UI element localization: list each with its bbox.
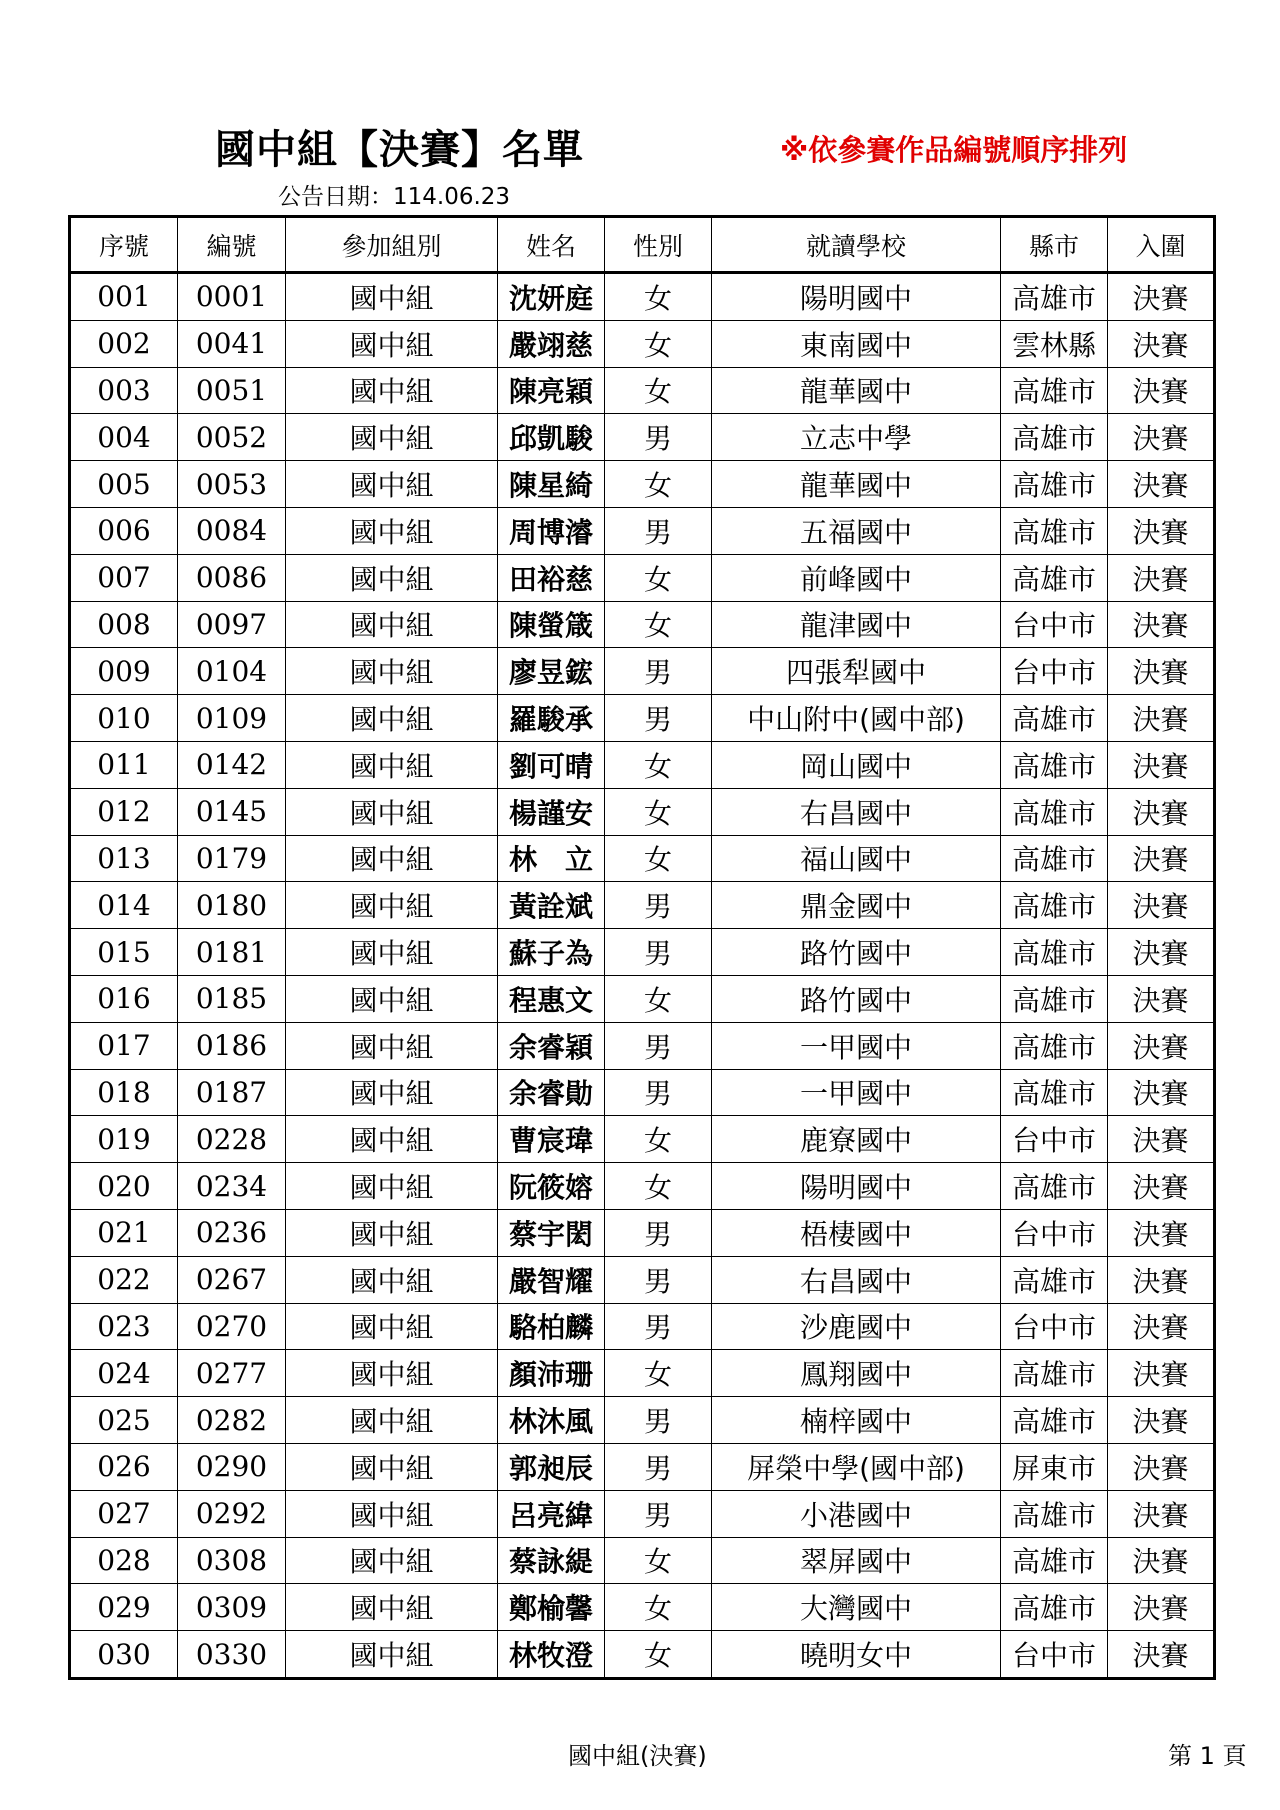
cell-school: 鹿寮國中 <box>712 1116 1001 1163</box>
cell-city: 台中市 <box>1001 1209 1108 1256</box>
cell-category: 國中組 <box>286 648 498 695</box>
cell-school: 右昌國中 <box>712 1256 1001 1303</box>
cell-school: 翠屏國中 <box>712 1537 1001 1584</box>
cell-gender: 男 <box>605 1397 712 1444</box>
cell-gender: 女 <box>605 1631 712 1679</box>
cell-seq: 001 <box>70 273 178 321</box>
cell-category: 國中組 <box>286 1397 498 1444</box>
cell-seq: 003 <box>70 367 178 414</box>
cell-gender: 男 <box>605 1303 712 1350</box>
cell-entry-id: 0001 <box>178 273 286 321</box>
cell-gender: 男 <box>605 1490 712 1537</box>
cell-school: 龍華國中 <box>712 461 1001 508</box>
cell-city: 高雄市 <box>1001 1397 1108 1444</box>
cell-gender: 女 <box>605 461 712 508</box>
cell-entry-id: 0052 <box>178 414 286 461</box>
cell-category: 國中組 <box>286 1537 498 1584</box>
cell-round: 決賽 <box>1108 414 1215 461</box>
cell-round: 決賽 <box>1108 1303 1215 1350</box>
cell-round: 決賽 <box>1108 835 1215 882</box>
table-row <box>70 1163 1215 1210</box>
table-row <box>70 741 1215 788</box>
cell-round: 決賽 <box>1108 1350 1215 1397</box>
cell-round: 決賽 <box>1108 1116 1215 1163</box>
cell-round: 決賽 <box>1108 320 1215 367</box>
cell-round: 決賽 <box>1108 1631 1215 1679</box>
cell-city: 高雄市 <box>1001 507 1108 554</box>
cell-school: 鳳翔國中 <box>712 1350 1001 1397</box>
cell-category: 國中組 <box>286 1303 498 1350</box>
cell-name: 林沐風 <box>498 1397 605 1444</box>
cell-gender: 女 <box>605 741 712 788</box>
table-row <box>70 554 1215 601</box>
cell-city: 高雄市 <box>1001 1256 1108 1303</box>
cell-gender: 女 <box>605 320 712 367</box>
cell-name: 程惠文 <box>498 975 605 1022</box>
cell-round: 決賽 <box>1108 507 1215 554</box>
cell-city: 高雄市 <box>1001 1537 1108 1584</box>
column-header-school: 就讀學校 <box>712 217 1001 273</box>
table-row <box>70 1069 1215 1116</box>
cell-entry-id: 0236 <box>178 1209 286 1256</box>
cell-round: 決賽 <box>1108 1163 1215 1210</box>
cell-city: 雲林縣 <box>1001 320 1108 367</box>
cell-round: 決賽 <box>1108 1256 1215 1303</box>
cell-category: 國中組 <box>286 1163 498 1210</box>
cell-seq: 017 <box>70 1022 178 1069</box>
cell-city: 高雄市 <box>1001 1069 1108 1116</box>
cell-round: 決賽 <box>1108 1209 1215 1256</box>
cell-entry-id: 0051 <box>178 367 286 414</box>
cell-entry-id: 0084 <box>178 507 286 554</box>
cell-seq: 006 <box>70 507 178 554</box>
cell-round: 決賽 <box>1108 695 1215 742</box>
cell-city: 高雄市 <box>1001 273 1108 321</box>
announcement-date: 公告日期：114.06.23 <box>278 184 511 210</box>
cell-name: 田裕慈 <box>498 554 605 601</box>
cell-gender: 女 <box>605 1163 712 1210</box>
cell-round: 決賽 <box>1108 1584 1215 1631</box>
cell-name: 駱柏麟 <box>498 1303 605 1350</box>
cell-category: 國中組 <box>286 414 498 461</box>
cell-city: 台中市 <box>1001 1631 1108 1679</box>
cell-name: 廖昱鋐 <box>498 648 605 695</box>
cell-entry-id: 0234 <box>178 1163 286 1210</box>
cell-entry-id: 0187 <box>178 1069 286 1116</box>
table-row <box>70 835 1215 882</box>
cell-category: 國中組 <box>286 835 498 882</box>
cell-school: 大灣國中 <box>712 1584 1001 1631</box>
cell-gender: 男 <box>605 695 712 742</box>
cell-gender: 男 <box>605 507 712 554</box>
cell-city: 台中市 <box>1001 601 1108 648</box>
cell-entry-id: 0181 <box>178 929 286 976</box>
cell-category: 國中組 <box>286 1490 498 1537</box>
cell-city: 高雄市 <box>1001 1350 1108 1397</box>
cell-school: 五福國中 <box>712 507 1001 554</box>
cell-name: 呂亮緯 <box>498 1490 605 1537</box>
cell-category: 國中組 <box>286 882 498 929</box>
cell-name: 余睿穎 <box>498 1022 605 1069</box>
cell-seq: 013 <box>70 835 178 882</box>
cell-seq: 025 <box>70 1397 178 1444</box>
page-title: 國中組【決賽】名單 <box>215 127 584 173</box>
table-row <box>70 1490 1215 1537</box>
cell-school: 楠梓國中 <box>712 1397 1001 1444</box>
cell-city: 台中市 <box>1001 648 1108 695</box>
cell-school: 陽明國中 <box>712 1163 1001 1210</box>
table-row <box>70 1397 1215 1444</box>
cell-name: 林 立 <box>498 835 605 882</box>
cell-entry-id: 0086 <box>178 554 286 601</box>
table-row <box>70 695 1215 742</box>
cell-school: 前峰國中 <box>712 554 1001 601</box>
cell-entry-id: 0186 <box>178 1022 286 1069</box>
table-row <box>70 882 1215 929</box>
cell-city: 台中市 <box>1001 1303 1108 1350</box>
cell-category: 國中組 <box>286 788 498 835</box>
cell-school: 四張犁國中 <box>712 648 1001 695</box>
table-row <box>70 648 1215 695</box>
table-body <box>70 273 1215 1679</box>
cell-school: 小港國中 <box>712 1490 1001 1537</box>
cell-seq: 007 <box>70 554 178 601</box>
cell-name: 林牧澄 <box>498 1631 605 1679</box>
table-row <box>70 1443 1215 1490</box>
cell-entry-id: 0041 <box>178 320 286 367</box>
cell-name: 蘇子為 <box>498 929 605 976</box>
cell-entry-id: 0267 <box>178 1256 286 1303</box>
sort-order-note: ※依參賽作品編號順序排列 <box>780 133 1128 167</box>
cell-round: 決賽 <box>1108 741 1215 788</box>
cell-city: 高雄市 <box>1001 554 1108 601</box>
cell-entry-id: 0145 <box>178 788 286 835</box>
table-row <box>70 788 1215 835</box>
cell-name: 劉可晴 <box>498 741 605 788</box>
cell-name: 顏沛珊 <box>498 1350 605 1397</box>
cell-name: 陳亮穎 <box>498 367 605 414</box>
cell-category: 國中組 <box>286 1256 498 1303</box>
cell-city: 屏東市 <box>1001 1443 1108 1490</box>
footer-section-label: 國中組(決賽) <box>568 1742 707 1770</box>
cell-name: 陳螢箴 <box>498 601 605 648</box>
cell-school: 龍津國中 <box>712 601 1001 648</box>
cell-seq: 022 <box>70 1256 178 1303</box>
table-row <box>70 414 1215 461</box>
cell-category: 國中組 <box>286 507 498 554</box>
table-row <box>70 320 1215 367</box>
cell-gender: 男 <box>605 1209 712 1256</box>
cell-school: 陽明國中 <box>712 273 1001 321</box>
cell-name: 沈妍庭 <box>498 273 605 321</box>
cell-round: 決賽 <box>1108 367 1215 414</box>
table-row <box>70 975 1215 1022</box>
cell-category: 國中組 <box>286 273 498 321</box>
cell-school: 路竹國中 <box>712 975 1001 1022</box>
cell-school: 立志中學 <box>712 414 1001 461</box>
column-header-city: 縣市 <box>1001 217 1108 273</box>
cell-school: 右昌國中 <box>712 788 1001 835</box>
cell-city: 高雄市 <box>1001 1584 1108 1631</box>
cell-category: 國中組 <box>286 1116 498 1163</box>
cell-city: 高雄市 <box>1001 414 1108 461</box>
cell-category: 國中組 <box>286 1350 498 1397</box>
cell-name: 曹宸瑋 <box>498 1116 605 1163</box>
cell-gender: 女 <box>605 788 712 835</box>
cell-category: 國中組 <box>286 1631 498 1679</box>
cell-name: 陳星綺 <box>498 461 605 508</box>
cell-city: 高雄市 <box>1001 367 1108 414</box>
cell-city: 高雄市 <box>1001 882 1108 929</box>
cell-category: 國中組 <box>286 1209 498 1256</box>
cell-entry-id: 0309 <box>178 1584 286 1631</box>
cell-seq: 005 <box>70 461 178 508</box>
table-row <box>70 507 1215 554</box>
cell-seq: 014 <box>70 882 178 929</box>
table-row <box>70 1116 1215 1163</box>
cell-school: 中山附中(國中部) <box>712 695 1001 742</box>
cell-entry-id: 0277 <box>178 1350 286 1397</box>
table-row <box>70 1256 1215 1303</box>
cell-seq: 016 <box>70 975 178 1022</box>
cell-name: 蔡宇閎 <box>498 1209 605 1256</box>
cell-name: 鄭榆馨 <box>498 1584 605 1631</box>
column-header-round: 入圍 <box>1108 217 1215 273</box>
cell-seq: 023 <box>70 1303 178 1350</box>
cell-category: 國中組 <box>286 975 498 1022</box>
column-header-gender: 性別 <box>605 217 712 273</box>
cell-entry-id: 0330 <box>178 1631 286 1679</box>
cell-city: 高雄市 <box>1001 975 1108 1022</box>
cell-entry-id: 0097 <box>178 601 286 648</box>
cell-category: 國中組 <box>286 554 498 601</box>
cell-city: 高雄市 <box>1001 1490 1108 1537</box>
table-row <box>70 367 1215 414</box>
table-row <box>70 929 1215 976</box>
cell-seq: 002 <box>70 320 178 367</box>
cell-round: 決賽 <box>1108 882 1215 929</box>
cell-gender: 男 <box>605 1069 712 1116</box>
cell-round: 決賽 <box>1108 648 1215 695</box>
cell-name: 邱凱駿 <box>498 414 605 461</box>
cell-category: 國中組 <box>286 601 498 648</box>
cell-category: 國中組 <box>286 695 498 742</box>
cell-round: 決賽 <box>1108 1397 1215 1444</box>
cell-seq: 018 <box>70 1069 178 1116</box>
cell-entry-id: 0308 <box>178 1537 286 1584</box>
cell-gender: 女 <box>605 975 712 1022</box>
cell-entry-id: 0104 <box>178 648 286 695</box>
cell-entry-id: 0109 <box>178 695 286 742</box>
cell-seq: 010 <box>70 695 178 742</box>
cell-city: 高雄市 <box>1001 835 1108 882</box>
cell-name: 蔡詠緹 <box>498 1537 605 1584</box>
cell-entry-id: 0180 <box>178 882 286 929</box>
cell-round: 決賽 <box>1108 601 1215 648</box>
cell-entry-id: 0290 <box>178 1443 286 1490</box>
cell-gender: 女 <box>605 835 712 882</box>
cell-gender: 女 <box>605 1116 712 1163</box>
cell-round: 決賽 <box>1108 461 1215 508</box>
cell-category: 國中組 <box>286 1069 498 1116</box>
table-row <box>70 273 1215 321</box>
finalist-table <box>68 215 1216 1680</box>
cell-school: 曉明女中 <box>712 1631 1001 1679</box>
cell-entry-id: 0142 <box>178 741 286 788</box>
cell-gender: 男 <box>605 648 712 695</box>
cell-entry-id: 0228 <box>178 1116 286 1163</box>
cell-gender: 男 <box>605 1256 712 1303</box>
cell-gender: 男 <box>605 929 712 976</box>
table-row <box>70 601 1215 648</box>
cell-round: 決賽 <box>1108 929 1215 976</box>
cell-school: 岡山國中 <box>712 741 1001 788</box>
table-row <box>70 1584 1215 1631</box>
cell-school: 龍華國中 <box>712 367 1001 414</box>
cell-seq: 012 <box>70 788 178 835</box>
cell-seq: 024 <box>70 1350 178 1397</box>
cell-category: 國中組 <box>286 741 498 788</box>
cell-gender: 男 <box>605 882 712 929</box>
cell-seq: 011 <box>70 741 178 788</box>
cell-gender: 男 <box>605 1022 712 1069</box>
cell-school: 福山國中 <box>712 835 1001 882</box>
cell-name: 阮筱嫆 <box>498 1163 605 1210</box>
table-header-row <box>70 217 1215 273</box>
cell-category: 國中組 <box>286 367 498 414</box>
table-row <box>70 1350 1215 1397</box>
cell-round: 決賽 <box>1108 1537 1215 1584</box>
cell-round: 決賽 <box>1108 975 1215 1022</box>
cell-seq: 026 <box>70 1443 178 1490</box>
cell-city: 高雄市 <box>1001 1163 1108 1210</box>
cell-seq: 009 <box>70 648 178 695</box>
cell-gender: 女 <box>605 367 712 414</box>
cell-school: 一甲國中 <box>712 1022 1001 1069</box>
table-row <box>70 1209 1215 1256</box>
cell-school: 東南國中 <box>712 320 1001 367</box>
cell-round: 決賽 <box>1108 273 1215 321</box>
cell-category: 國中組 <box>286 320 498 367</box>
cell-school: 屏榮中學(國中部) <box>712 1443 1001 1490</box>
cell-gender: 女 <box>605 273 712 321</box>
cell-city: 高雄市 <box>1001 741 1108 788</box>
cell-round: 決賽 <box>1108 554 1215 601</box>
cell-city: 高雄市 <box>1001 695 1108 742</box>
cell-city: 台中市 <box>1001 1116 1108 1163</box>
cell-gender: 女 <box>605 554 712 601</box>
cell-round: 決賽 <box>1108 1490 1215 1537</box>
column-header-category: 參加組別 <box>286 217 498 273</box>
cell-school: 路竹國中 <box>712 929 1001 976</box>
table-row <box>70 1537 1215 1584</box>
cell-seq: 004 <box>70 414 178 461</box>
page-number: 第 1 頁 <box>1168 1742 1247 1770</box>
cell-entry-id: 0185 <box>178 975 286 1022</box>
cell-entry-id: 0270 <box>178 1303 286 1350</box>
cell-name: 周博濬 <box>498 507 605 554</box>
column-header-entry-id: 編號 <box>178 217 286 273</box>
cell-seq: 015 <box>70 929 178 976</box>
table-row <box>70 1022 1215 1069</box>
cell-name: 余睿勛 <box>498 1069 605 1116</box>
cell-school: 沙鹿國中 <box>712 1303 1001 1350</box>
cell-seq: 021 <box>70 1209 178 1256</box>
table-row <box>70 1303 1215 1350</box>
cell-seq: 020 <box>70 1163 178 1210</box>
cell-gender: 女 <box>605 1350 712 1397</box>
cell-entry-id: 0053 <box>178 461 286 508</box>
cell-name: 黃詮斌 <box>498 882 605 929</box>
cell-category: 國中組 <box>286 929 498 976</box>
cell-category: 國中組 <box>286 1584 498 1631</box>
cell-seq: 030 <box>70 1631 178 1679</box>
cell-city: 高雄市 <box>1001 1022 1108 1069</box>
cell-gender: 男 <box>605 1443 712 1490</box>
cell-gender: 女 <box>605 601 712 648</box>
cell-name: 嚴智耀 <box>498 1256 605 1303</box>
cell-seq: 027 <box>70 1490 178 1537</box>
cell-city: 高雄市 <box>1001 461 1108 508</box>
cell-seq: 019 <box>70 1116 178 1163</box>
cell-name: 郭昶辰 <box>498 1443 605 1490</box>
cell-seq: 008 <box>70 601 178 648</box>
cell-entry-id: 0292 <box>178 1490 286 1537</box>
cell-gender: 男 <box>605 414 712 461</box>
cell-name: 羅駿承 <box>498 695 605 742</box>
cell-seq: 028 <box>70 1537 178 1584</box>
table-row <box>70 1631 1215 1679</box>
cell-category: 國中組 <box>286 461 498 508</box>
table-row <box>70 461 1215 508</box>
cell-gender: 女 <box>605 1537 712 1584</box>
cell-round: 決賽 <box>1108 1443 1215 1490</box>
cell-entry-id: 0282 <box>178 1397 286 1444</box>
cell-category: 國中組 <box>286 1022 498 1069</box>
cell-round: 決賽 <box>1108 788 1215 835</box>
column-header-name: 姓名 <box>498 217 605 273</box>
cell-gender: 女 <box>605 1584 712 1631</box>
cell-school: 梧棲國中 <box>712 1209 1001 1256</box>
cell-round: 決賽 <box>1108 1022 1215 1069</box>
cell-round: 決賽 <box>1108 1069 1215 1116</box>
cell-school: 一甲國中 <box>712 1069 1001 1116</box>
cell-seq: 029 <box>70 1584 178 1631</box>
cell-city: 高雄市 <box>1001 929 1108 976</box>
column-header-seq: 序號 <box>70 217 178 273</box>
cell-name: 嚴翊慈 <box>498 320 605 367</box>
cell-school: 鼎金國中 <box>712 882 1001 929</box>
cell-category: 國中組 <box>286 1443 498 1490</box>
cell-name: 楊謹安 <box>498 788 605 835</box>
cell-entry-id: 0179 <box>178 835 286 882</box>
cell-city: 高雄市 <box>1001 788 1108 835</box>
